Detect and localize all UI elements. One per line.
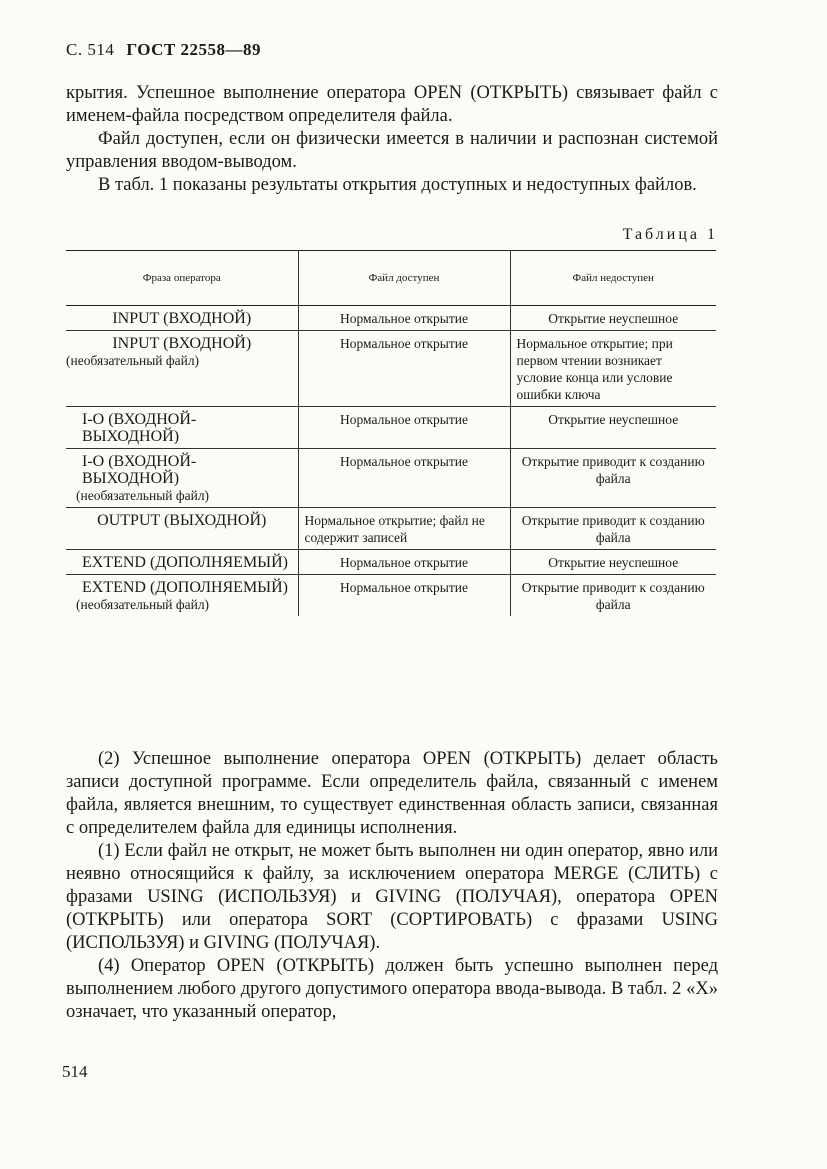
phrase-text: INPUT (ВХОДНОЙ) — [112, 335, 252, 352]
phrase-cell — [66, 508, 298, 550]
open-results-table — [66, 250, 716, 616]
paragraph: (4) Оператор OPEN (ОТКРЫТЬ) должен быть успешно выполнен перед выполнением любого другого допустимого оператора ввода-вывода. В табл. 2 «X» означает, что указанный оператор, — [66, 956, 718, 1022]
header-unavailable: Файл недоступен — [510, 251, 716, 306]
unavailable-cell: Нормальное открытие; при первом чтении возникает условие конца или условие ошибки ключа — [510, 331, 716, 407]
table-row — [66, 550, 716, 575]
available-cell: Нормальное открытие — [298, 575, 510, 617]
paragraph: крытия. Успешное выполнение оператора OPEN (ОТКРЫТЬ) связывает файл с именем-файла посредством определителя файла. — [66, 83, 718, 126]
table-row — [66, 331, 716, 407]
table-row — [66, 306, 716, 331]
paragraph: (1) Если файл не открыт, не может быть выполнен ни один оператор, явно или неявно относящийся к файлу, за исключением оператора MERGE (СЛИТЬ) с фразами USING (ИСПОЛЬЗУЯ) и GIVING (ПОЛУЧАЯ), оператора OPEN (ОТКРЫТЬ) или оператора SORT (СОРТИРОВАТЬ) с фразами USING (ИСПОЛЬЗУЯ) и GIVING (ПОЛУЧАЯ). — [66, 841, 718, 953]
available-cell: Нормальное открытие — [298, 449, 510, 508]
available-cell: Нормальное открытие — [298, 550, 510, 575]
table-row — [66, 575, 716, 617]
table-row — [66, 449, 716, 508]
table-row — [66, 508, 716, 550]
unavailable-cell: Открытие приводит к созданию файла — [510, 508, 716, 550]
available-cell: Нормальное открытие — [298, 407, 510, 449]
table-caption: Таблица 1 — [622, 226, 718, 243]
unavailable-cell: Открытие неуспешное — [510, 306, 716, 331]
paragraph: В табл. 1 показаны результаты открытия доступных и недоступных файлов. — [98, 175, 697, 195]
phrase-text: INPUT (ВХОДНОЙ) — [112, 310, 252, 327]
table-row — [66, 407, 716, 449]
running-header — [66, 40, 261, 60]
page-reference: С. 514 — [66, 40, 115, 59]
unavailable-cell: Открытие неуспешное — [510, 407, 716, 449]
phrase-text: I-O (ВХОДНОЙ-ВЫХОДНОЙ) — [82, 411, 197, 445]
page-number: 514 — [62, 1062, 88, 1081]
header-phrase: Фраза оператора — [66, 251, 298, 306]
phrase-cell — [66, 306, 298, 331]
paragraph: (2) Успешное выполнение оператора OPEN (ОТКРЫТЬ) делает область записи доступной программе. Если определитель файла, связанный с именем файла, является внешним, то существует единственная область записи, связанная с определителем файла для единицы исполнения. — [66, 749, 718, 838]
intro-text — [66, 82, 718, 197]
unavailable-cell: Открытие приводит к созданию файла — [510, 449, 716, 508]
phrase-cell — [66, 407, 298, 449]
phrase-text: EXTEND (ДОПОЛНЯЕМЫЙ) — [82, 554, 289, 571]
phrase-cell — [66, 449, 298, 508]
phrase-cell — [66, 550, 298, 575]
unavailable-cell: Открытие неуспешное — [510, 550, 716, 575]
phrase-cell — [66, 331, 298, 407]
standard-number: ГОСТ 22558—89 — [126, 40, 262, 59]
phrase-note: (необязательный файл) — [66, 353, 200, 368]
phrase-text: EXTEND (ДОПОЛНЯЕМЫЙ) — [82, 579, 289, 596]
paragraph: Файл доступен, если он физически имеется в наличии и распознан системой управления вводом-выводом. — [66, 129, 718, 172]
phrase-text: I-O (ВХОДНОЙ-ВЫХОДНОЙ) — [82, 453, 197, 487]
header-available: Файл доступен — [298, 251, 510, 306]
phrase-note: (необязательный файл) — [76, 597, 210, 612]
available-cell: Нормальное открытие — [298, 331, 510, 407]
available-cell: Нормальное открытие; файл не содержит записей — [298, 508, 510, 550]
phrase-cell — [66, 575, 298, 617]
unavailable-cell: Открытие приводит к созданию файла — [510, 575, 716, 617]
phrase-note: (необязательный файл) — [76, 488, 210, 503]
available-cell: Нормальное открытие — [298, 306, 510, 331]
body-text — [66, 748, 718, 1024]
table-header-row — [66, 251, 716, 306]
phrase-text: OUTPUT (ВЫХОДНОЙ) — [97, 512, 267, 529]
